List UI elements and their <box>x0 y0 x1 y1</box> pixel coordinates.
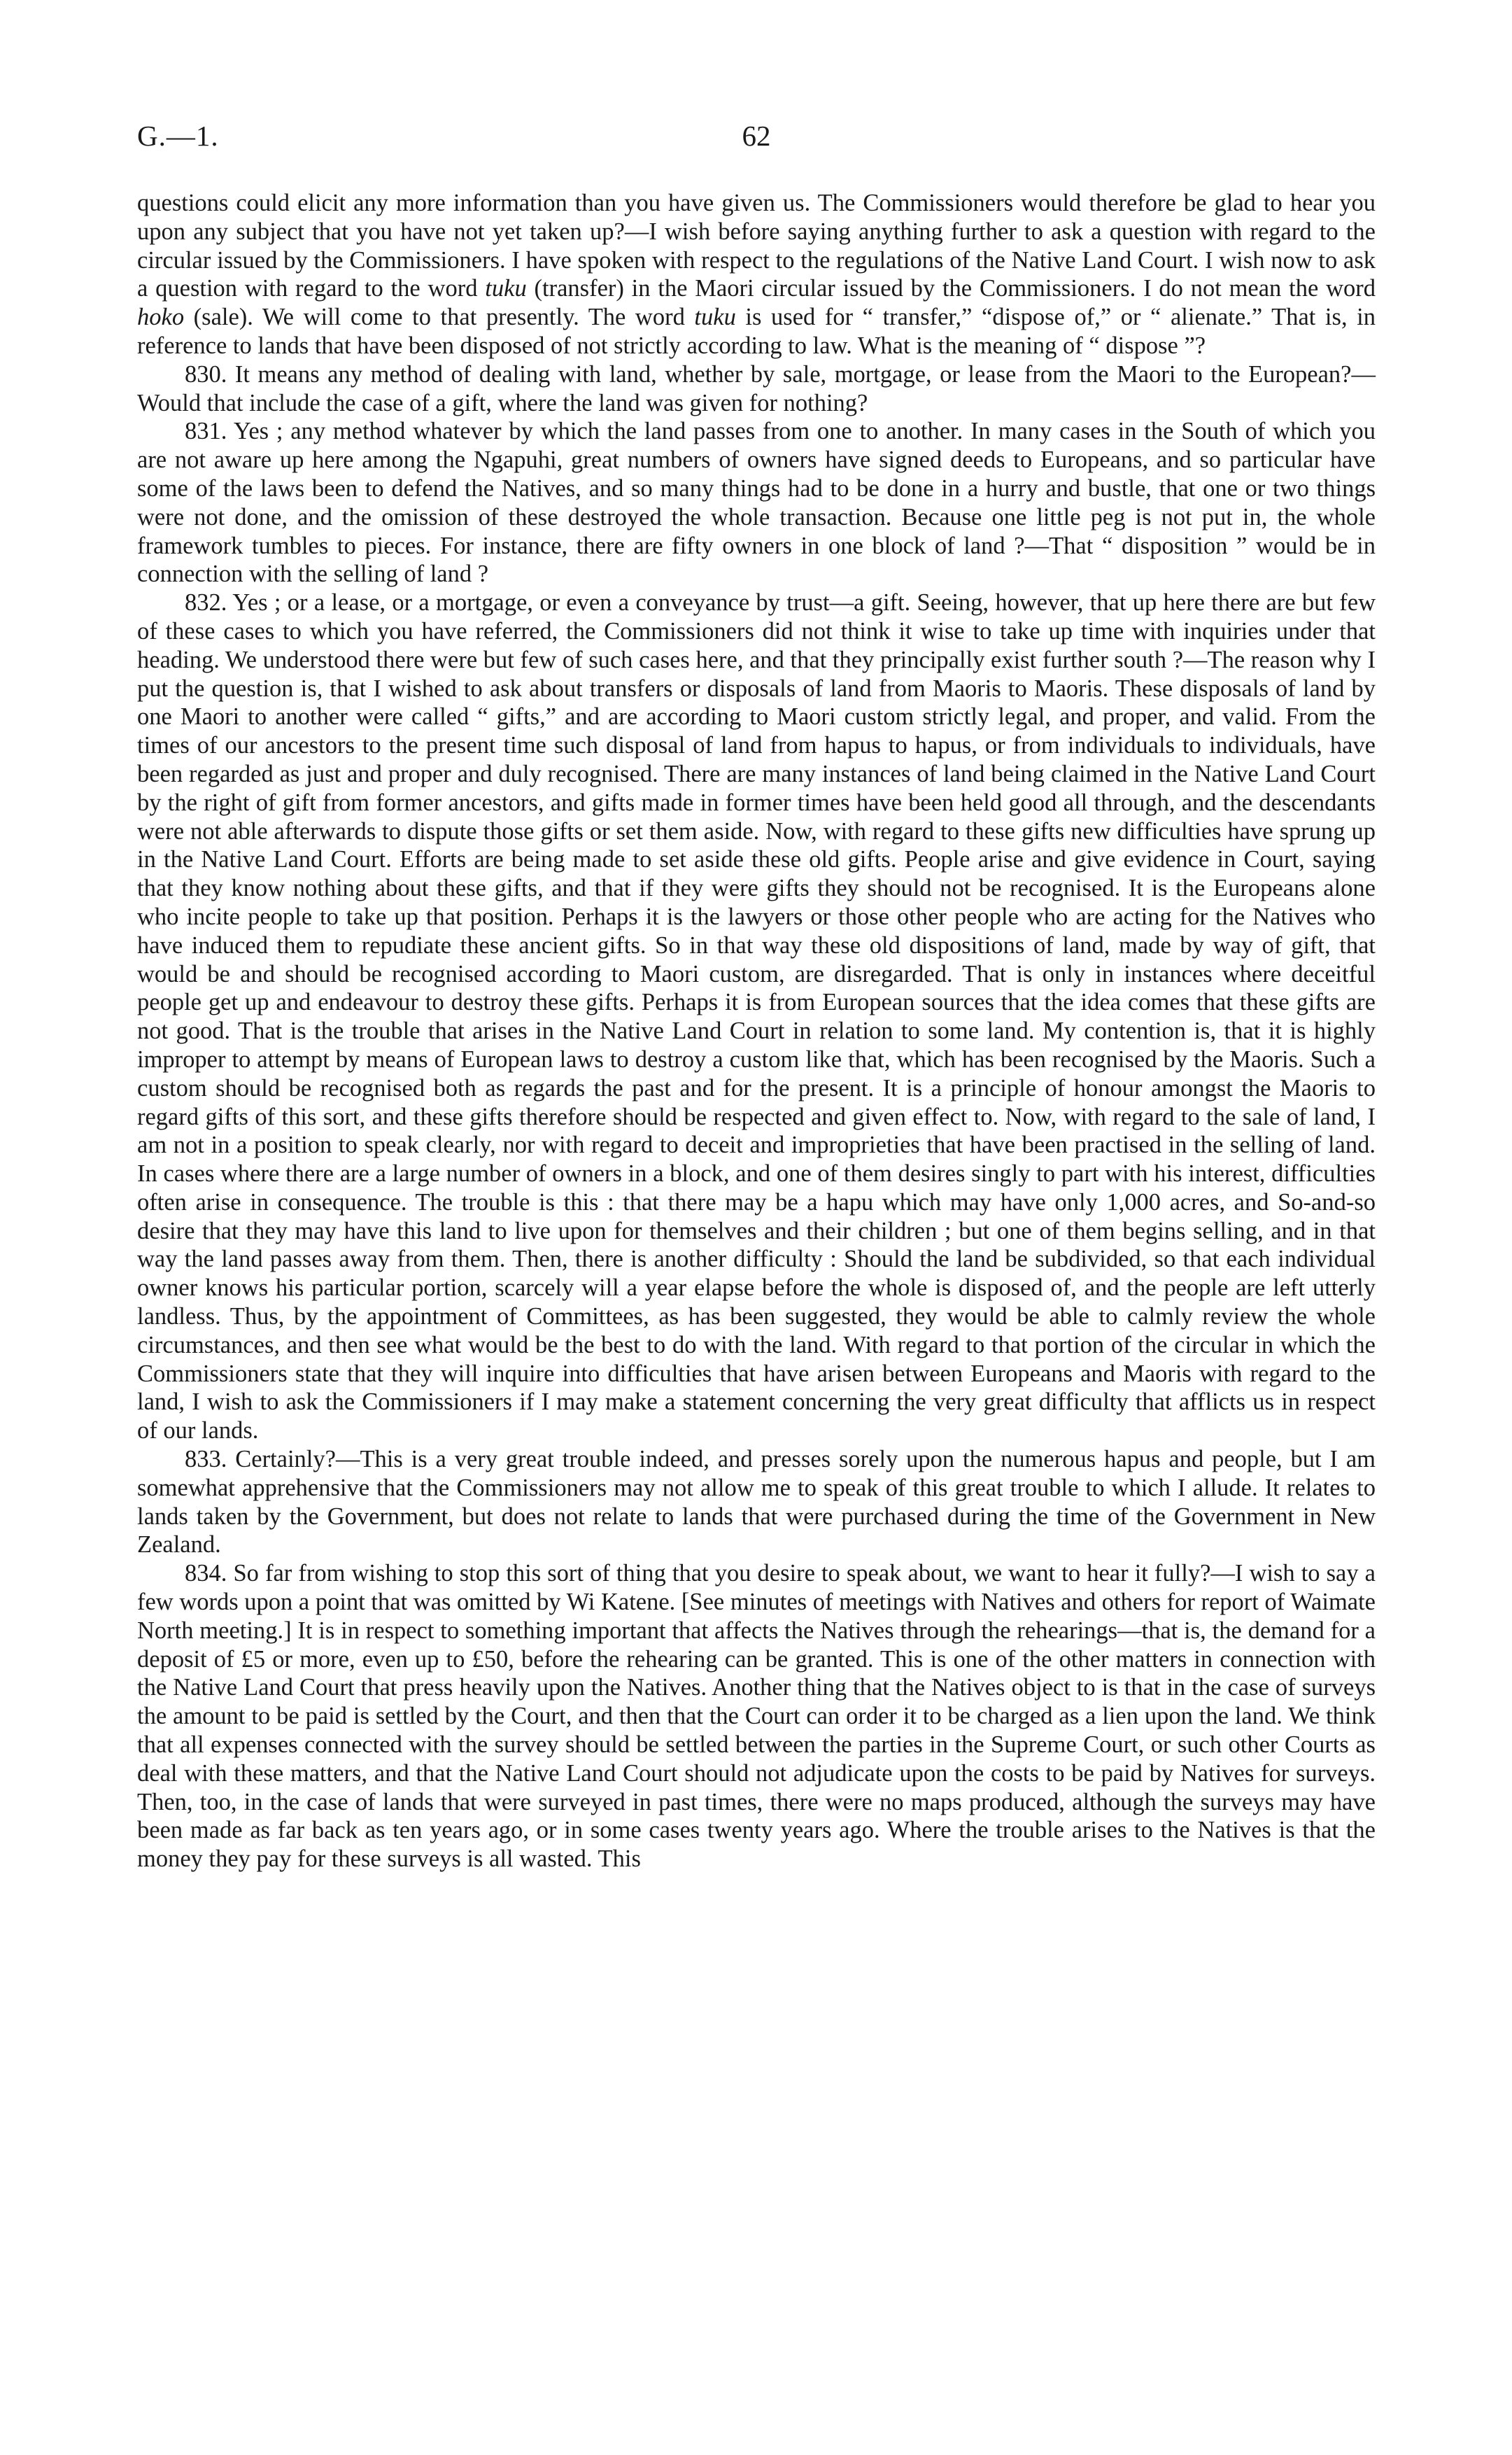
paragraph-text: It means any method of dealing with land, whether by sale, mortgage, or lease from the Maori to the European?—Would that include the case of a gift, where the land was given for nothing? <box>137 360 1376 416</box>
paragraph-text: So far from wishing to stop this sort of thing that you desire to speak about, we want to hear it fully?—I wish to say a few words upon a point that was omitted by Wi Katene. [See minutes of meetings with Natives and others for report of Waimate North meeting.] It is in respect to something important that affects the Natives through the rehearings—that is, the demand for a deposit of £5 or more, even up to £50, before the rehearing can be granted. This is one of the other matters in connection with the Native Land Court that press heavily upon the Natives. Another thing that the Natives object to is that in the case of surveys the amount to be paid is settled by the Court, and then that the Court can order it to be charged as a lien upon the land. We think that all expenses connected with the survey should be settled between the parties in the Supreme Court, or such other Courts as deal with these matters, and that the Native Land Court should not adjudicate upon the costs to be paid by Natives for surveys. Then, too, in the case of lands that were surveyed in past times, there were no maps produced, although the surveys may have been made as far back as ten years ago, or in some cases twenty years ago. Where the trouble arises to the Natives is that the money they pay for these surveys is all wasted. This <box>137 1560 1376 1873</box>
page-number: 62 <box>742 120 771 152</box>
page-body <box>137 189 1376 1873</box>
document-reference: G.—1. <box>137 120 219 152</box>
question-number: 834. <box>185 1560 227 1587</box>
page-header <box>137 119 1376 161</box>
paragraph-text: Yes ; or a lease, or a mortgage, or even a conveyance by trust—a gift. Seeing, however, that up here there are but few of these cases to which you have referred, the Commissioners did not think it wise to take up time with inquiries under that heading. We understood there were but few of such cases here, and that they principally exist further south ?—The reason why I put the question is, that I wished to ask about transfers or disposals of land from Maoris to Maoris. These disposals of land by one Maori to another were called “ gifts,” and are according to Maori custom strictly legal, and proper, and valid. From the times of our ancestors to the present time such disposal of land from hapus to hapus, or from individuals to individuals, have been regarded as just and proper and duly recognised. There are many instances of land being claimed in the Native Land Court by the right of gift from former ancestors, and gifts made in former times have been held good all through, and the descendants were not able afterwards to dispute those gifts or set them aside. Now, with regard to these gifts new difficulties have sprung up in the Native Land Court. Efforts are being made to set aside these old gifts. People arise and give evidence in Court, saying that they know nothing about these gifts, and that if they were gifts they should not be recognised. It is the Europeans alone who incite people to take up that position. Perhaps it is the lawyers or those other people who are acting for the Natives who have induced them to repudiate these ancient gifts. So in that way these old dispositions of land, made by way of gift, that would be and should be recognised according to Maori custom, are disregarded. That is only in instances where deceitful people get up and endeavour to destroy these gifts. Perhaps it is from European sources that the idea comes that these gifts are not good. That is the trouble that arises in the Native Land Court in relation to some land. My contention is, that it is highly improper to attempt by means of European laws to destroy a custom like that, which has been recognised by the Maoris. Such a custom should be recognised both as regards the past and for the present. It is a principle of honour amongst the Maoris to regard gifts of this sort, and these gifts therefore should be respected and given effect to. Now, with regard to the sale of land, I am not in a position to speak clearly, nor with regard to deceit and improprieties that have been practised in the selling of land. In cases where there are a large number of owners in a block, and one of them desires singly to part with his interest, difficulties often arise in consequence. The trouble is this : that there may be a hapu which may have only 1,000 acres, and So-and-so desire that they may have this land to live upon for themselves and their children ; but one of them begins selling, and in that way the land passes away from them. Then, there is another difficulty : Should the land be subdivided, so that each individual owner knows his particular portion, scarcely will a year elapse before the whole is disposed of, and the people are left utterly landless. Thus, by the appointment of Committees, as has been suggested, they would be able to calmly review the whole circumstances, and then see what would be the best to do with the land. With regard to that portion of the circular in which the Commissioners state that they will inquire into difficulties that have arisen between Europeans and Maoris with regard to the land, I wish to ask the Commissioners if I may make a statement concerning the very great difficulty that afflicts us in respect of our lands. <box>137 589 1376 1444</box>
paragraph-831 <box>137 417 1376 589</box>
paragraph-834 <box>137 1559 1376 1873</box>
question-number: 831. <box>185 418 227 445</box>
question-number: 832. <box>185 589 227 617</box>
paragraph-832 <box>137 589 1376 1445</box>
paragraph-text: questions could elicit any more information than you have given us. The Commissioners would therefore be glad to hear you upon any subject that you have not yet taken up?—I wish before saying anything further to ask a question with regard to the circular issued by the Commissioners. I have spoken with respect to the regulations of the Native Land Court. I wish now to ask a question with regard to the word tuku (transfer) in the Maori circular issued by the Commissioners. I do not mean the word hoko (sale). We will come to that presently. The word tuku is used for “ transfer,” “dispose of,” or “ alienate.” That is, in reference to lands that have been disposed of not strictly according to law. What is the meaning of “ dispose ”? <box>137 190 1376 359</box>
paragraph-text: Certainly?—This is a very great trouble indeed, and presses sorely upon the numerous hapus and people, but I am somewhat apprehensive that the Commissioners may not allow me to speak of this great trouble to which I allude. It relates to lands taken by the Government, but does not relate to lands that were purchased during the time of the Government in New Zealand. <box>137 1446 1376 1559</box>
question-number: 830. <box>185 360 227 388</box>
paragraph-830 <box>137 360 1376 418</box>
paragraph-833 <box>137 1445 1376 1559</box>
paragraph-text: Yes ; any method whatever by which the land passes from one to another. In many cases in the South of which you are not aware up here among the Ngapuhi, great numbers of owners have signed deeds to Europeans, and so particular have some of the laws been to defend the Natives, and so many things had to be done in a hurry and bustle, that one or two things were not done, and the omission of these destroyed the whole transaction. Because one little peg is not put in, the whole framework tumbles to pieces. For instance, there are fifty owners in one block of land ?—That “ disposition ” would be in connection with the selling of land ? <box>137 418 1376 588</box>
question-number: 833. <box>185 1446 227 1473</box>
paragraph-continuation <box>137 189 1376 360</box>
